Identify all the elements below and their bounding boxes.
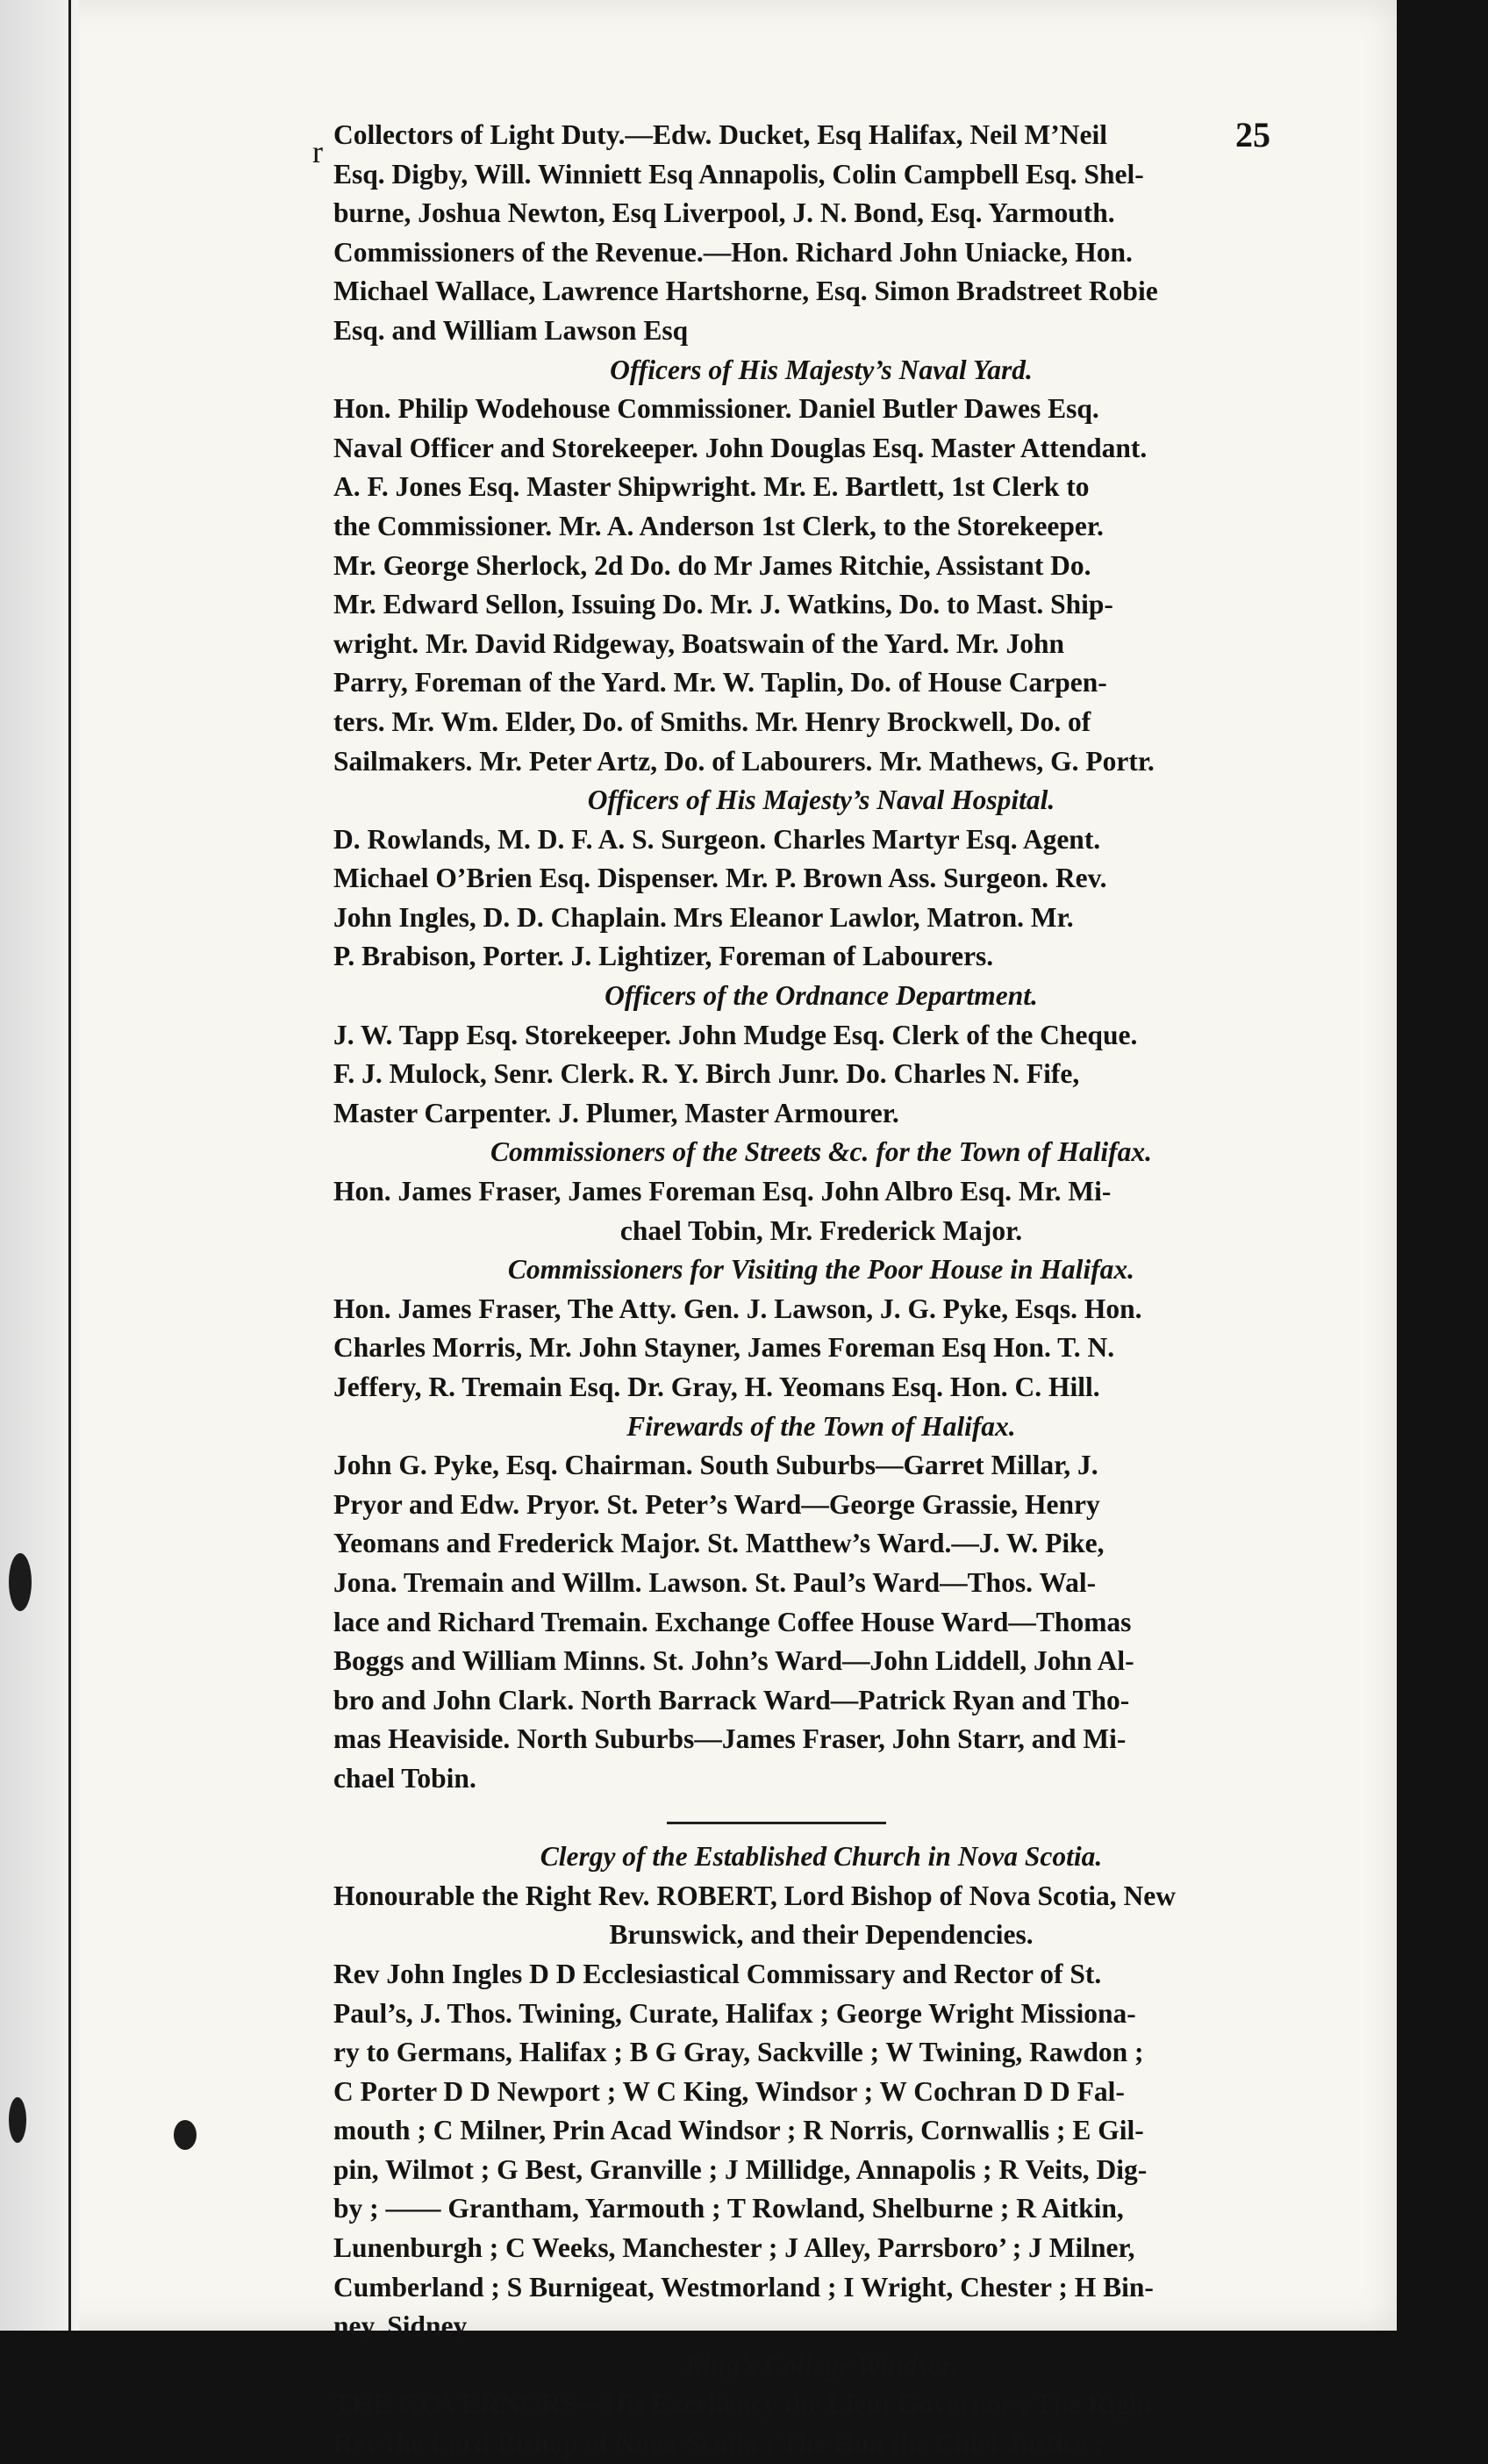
text-line: mas Heaviside. North Suburbs—James Fraser, John Starr, and Mi- [333, 1723, 1127, 1755]
text-line: lace and Richard Tremain. Exchange Coffee House Ward—Thomas [333, 1606, 1132, 1637]
text-line: Sailmakers. Mr. Peter Artz, Do. of Labourers. Mr. Mathews, G. Portr. [333, 745, 1155, 777]
text-line: Hon. James Fraser, James Foreman Esq. John Albro Esq. Mr. Mi- [333, 1176, 1112, 1207]
text-line: ry to Germans, Halifax ; B G Gray, Sackville ; W Twining, Rawdon ; [333, 2037, 1144, 2068]
text-line: Collectors of Light Duty.—Edw. Ducket, Esq Halifax, Neil M’Neil [333, 119, 1107, 150]
text-line: Pryor and Edw. Pryor. St. Peter’s Ward—George Grassie, Henry [333, 1488, 1100, 1520]
text-line: Boggs and William Minns. St. John’s Ward—John Liddell, John Al- [333, 1645, 1134, 1677]
text-line: Naval Officer and Storekeeper. John Douglas Esq. Master Attendant. [333, 432, 1148, 463]
binding-gutter [0, 0, 79, 2331]
page-number: 25 [1235, 115, 1270, 154]
text-line: Esq. Digby, Will. Winniett Esq Annapolis, Colin Campbell Esq. Shel- [333, 158, 1144, 190]
section-heading: Firewards of the Town of Halifax. [626, 1410, 1016, 1442]
text-line: C Porter D D Newport ; W C King, Windsor ; W Cochran D D Fal- [333, 2075, 1125, 2107]
section-heading: Officers of His Majesty’s Naval Yard. [610, 354, 1033, 385]
text-line: Rev John Ingles D D Ecclesiastical Commissary and Rector of St. [333, 1958, 1102, 1989]
document-body [333, 116, 1309, 2464]
text-line: Parry, Foreman of the Yard. Mr. W. Taplin, Do. of House Carpen- [333, 667, 1107, 698]
text-line: Master Carpenter. J. Plumer, Master Armourer. [333, 1097, 899, 1128]
ink-blot [174, 2120, 197, 2150]
text-line: Cumberland ; S Burnigeat, Westmorland ; I Wright, Chester ; H Bin- [333, 2271, 1154, 2303]
text-line: Yeomans and Frederick Major. St. Matthew’s Ward.—J. W. Pike, [333, 1528, 1105, 1559]
margin-mark: r [312, 134, 323, 169]
text-line: Esq. and William Lawson Esq [333, 314, 689, 346]
section-heading: King’s College Windsor. [684, 2349, 958, 2381]
text-line: John G. Pyke, Esq. Chairman. South Suburbs—Garret Millar, J. [333, 1450, 1098, 1481]
section-heading: Commissioners of the Streets &c. for the Town of Halifax. [490, 1136, 1153, 1168]
section-heading: Officers of the Ordnance Department. [604, 980, 1038, 1012]
text-line: Jona. Tremain and Willm. Lawson. St. Paul’s Ward—Thos. Wal- [333, 1566, 1097, 1598]
text-line: Rev the Lord Bishop of Nova-Scotia ; The Hon the Chief Justice ; [333, 2428, 1104, 2460]
text-line: Jeffery, R. Tremain Esq. Dr. Gray, H. Yeomans Esq. Hon. C. Hill. [333, 1372, 1100, 1402]
text-line: Charles Morris, Mr. John Stayner, James Foreman Esq Hon. T. N. [333, 1332, 1115, 1364]
ink-blot [9, 2097, 26, 2143]
text-line: chael Tobin, Mr. Frederick Major. [619, 1214, 1023, 1246]
section-heading: Clergy of the Established Church in Nova Scotia. [540, 1841, 1103, 1873]
text-line: ters. Mr. Wm. Elder, Do. of Smiths. Mr. Henry Brockwell, Do. of [333, 706, 1091, 737]
section-separator [333, 1799, 1309, 1838]
text-line: Brunswick, and their Dependencies. [609, 1919, 1034, 1951]
text-line: Michael O’Brien Esq. Dispenser. Mr. P. Brown Ass. Surgeon. Rev. [333, 863, 1107, 894]
text-line: Paul’s, J. Thos. Twining, Curate, Halifax ; George Wright Missiona- [333, 1997, 1136, 2029]
text-line: Hon. James Fraser, The Atty. Gen. J. Lawson, J. G. Pyke, Esqs. Hon. [333, 1293, 1142, 1324]
ink-blot [9, 1553, 32, 1611]
text-line: John Ingles, D. D. Chaplain. Mrs Eleanor Lawlor, Matron. Mr. [333, 901, 1074, 933]
text-line: pin, Wilmot ; G Best, Granville ; J Millidge, Annapolis ; R Veits, Dig- [333, 2153, 1148, 2185]
text-line: ney, Sidney [333, 2310, 468, 2342]
text-line: J. W. Tapp Esq. Storekeeper. John Mudge Esq. Clerk of the Cheque. [333, 1019, 1138, 1050]
section-heading: Commissioners for Visiting the Poor House in Halifax. [507, 1254, 1135, 1286]
text-line: Mr. George Sherlock, 2d Do. do Mr James Ritchie, Assistant Do. [333, 549, 1091, 581]
text-line: Hon. Philip Wodehouse Commissioner. Daniel Butler Dawes Esq. [333, 393, 1099, 425]
text-line: by ; —— Grantham, Yarmouth ; T Rowland, Shelburne ; R Aitkin, [333, 2193, 1124, 2224]
text-line: Lunenburgh ; C Weeks, Manchester ; J Alley, Parrsboro’ ; J Milner, [333, 2232, 1135, 2264]
text-line: Michael Wallace, Lawrence Hartshorne, Esq. Simon Bradstreet Robie [333, 276, 1158, 307]
text-line: D. Rowlands, M. D. F. A. S. Surgeon. Charles Martyr Esq. Agent. [333, 823, 1101, 855]
text-line: F. J. Mulock, Senr. Clerk. R. Y. Birch Junr. Do. Charles N. Fife, [333, 1058, 1080, 1090]
text-line: bro and John Clark. North Barrack Ward—Patrick Ryan and Tho- [333, 1684, 1130, 1715]
text-line: chael Tobin. [333, 1762, 476, 1794]
page-fold-line [68, 0, 71, 2331]
text-line: A. F. Jones Esq. Master Shipwright. Mr. E. Bartlett, 1st Clerk to [333, 471, 1090, 503]
section-heading: Officers of His Majesty’s Naval Hospital. [587, 784, 1055, 816]
text-line: wright. Mr. David Ridgeway, Boatswain of the Yard. Mr. John [333, 627, 1065, 659]
text-line: P. Brabison, Porter. J. Lightizer, Foreman of Labourers. [333, 941, 994, 972]
text-line: Mr. Edward Sellon, Issuing Do. Mr. J. Watkins, Do. to Mast. Ship- [333, 589, 1113, 620]
text-line: burne, Joshua Newton, Esq Liverpool, J. N. Bond, Esq. Yarmouth. [333, 197, 1115, 229]
text-line: mouth ; C Milner, Prin Acad Windsor ; R Norris, Cornwallis ; E Gil- [333, 2115, 1144, 2146]
text-line: Commissioners of the Revenue.—Hon. Richard John Uniacke, Hon. [333, 236, 1133, 268]
text-line: Honourable the Right Rev. ROBERT, Lord Bishop of Nova Scotia, New [333, 1880, 1176, 1911]
text-line: the Commissioner. Mr. A. Anderson 1st Clerk, to the Storekeeper. [333, 510, 1104, 541]
text-line: THE GOVERNORS—His Excellency the Lieut Governor ; The Right [333, 2389, 1155, 2420]
